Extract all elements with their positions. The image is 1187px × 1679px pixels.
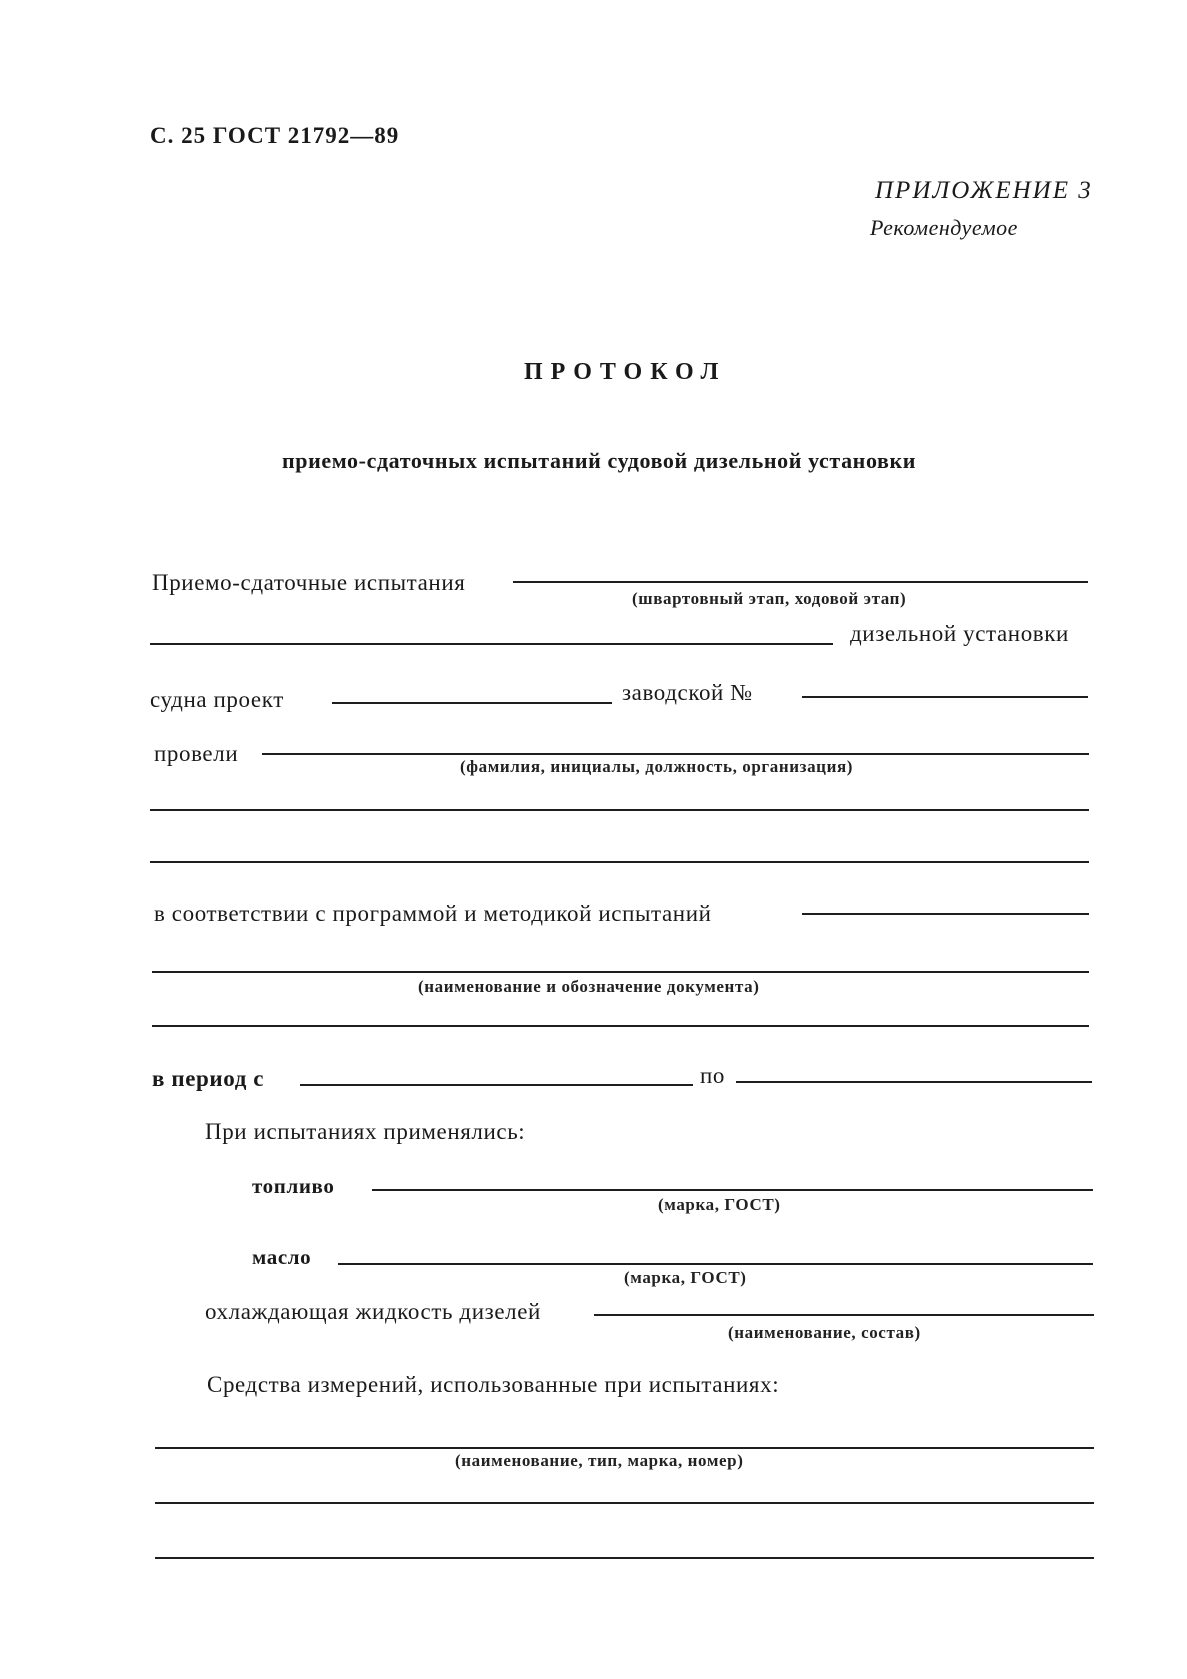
fuel-label: топливо <box>252 1174 335 1198</box>
diesel-installation-label: дизельной установки <box>850 621 1069 646</box>
applied-label: При испытаниях применялись: <box>205 1119 526 1144</box>
vessel-project-field[interactable] <box>332 702 612 704</box>
document-field-line-2[interactable] <box>152 1025 1089 1027</box>
coolant-label: охлаждающая жидкость дизелей <box>205 1299 541 1324</box>
instruments-field-line-3[interactable] <box>155 1557 1094 1559</box>
page-title: ПРОТОКОЛ <box>524 359 727 385</box>
oil-hint: (марка, ГОСТ) <box>624 1268 747 1287</box>
program-field[interactable] <box>802 913 1089 915</box>
instruments-hint: (наименование, тип, марка, номер) <box>455 1451 744 1470</box>
appendix-label: ПРИЛОЖЕНИЕ 3 <box>875 177 1093 204</box>
conducted-field-line-3[interactable] <box>150 861 1089 863</box>
tests-field[interactable] <box>513 581 1088 583</box>
conducted-label: провели <box>154 741 239 766</box>
vessel-project-label: судна проект <box>150 687 284 712</box>
factory-number-field[interactable] <box>802 696 1088 698</box>
instruments-label: Средства измерений, использованные при испытаниях: <box>207 1372 780 1397</box>
fuel-field[interactable] <box>372 1189 1093 1191</box>
period-to-label: по <box>700 1063 726 1088</box>
installation-field[interactable] <box>150 643 833 645</box>
oil-label: масло <box>252 1245 312 1269</box>
document-field[interactable] <box>152 971 1089 973</box>
appendix-status: Рекомендуемое <box>870 215 1018 240</box>
factory-number-label: заводской № <box>622 680 753 705</box>
instruments-field-line-2[interactable] <box>155 1502 1094 1504</box>
page-subtitle: приемо-сдаточных испытаний судовой дизельной установки <box>282 448 917 473</box>
document-hint: (наименование и обозначение документа) <box>418 977 760 996</box>
program-label: в соответствии с программой и методикой испытаний <box>154 901 712 926</box>
coolant-field[interactable] <box>594 1314 1094 1316</box>
period-from-label: в период с <box>152 1066 265 1091</box>
page-reference: С. 25 ГОСТ 21792—89 <box>150 123 400 148</box>
period-from-field[interactable] <box>300 1084 693 1086</box>
conducted-field-line-2[interactable] <box>150 809 1089 811</box>
period-to-field[interactable] <box>736 1081 1092 1083</box>
conducted-field[interactable] <box>262 753 1089 755</box>
fuel-hint: (марка, ГОСТ) <box>658 1195 781 1214</box>
instruments-field[interactable] <box>155 1447 1094 1449</box>
tests-hint: (швартовный этап, ходовой этап) <box>632 589 907 608</box>
tests-label: Приемо-сдаточные испытания <box>152 570 466 595</box>
coolant-hint: (наименование, состав) <box>728 1323 921 1342</box>
conducted-hint: (фамилия, инициалы, должность, организация) <box>460 757 854 776</box>
oil-field[interactable] <box>338 1263 1093 1265</box>
